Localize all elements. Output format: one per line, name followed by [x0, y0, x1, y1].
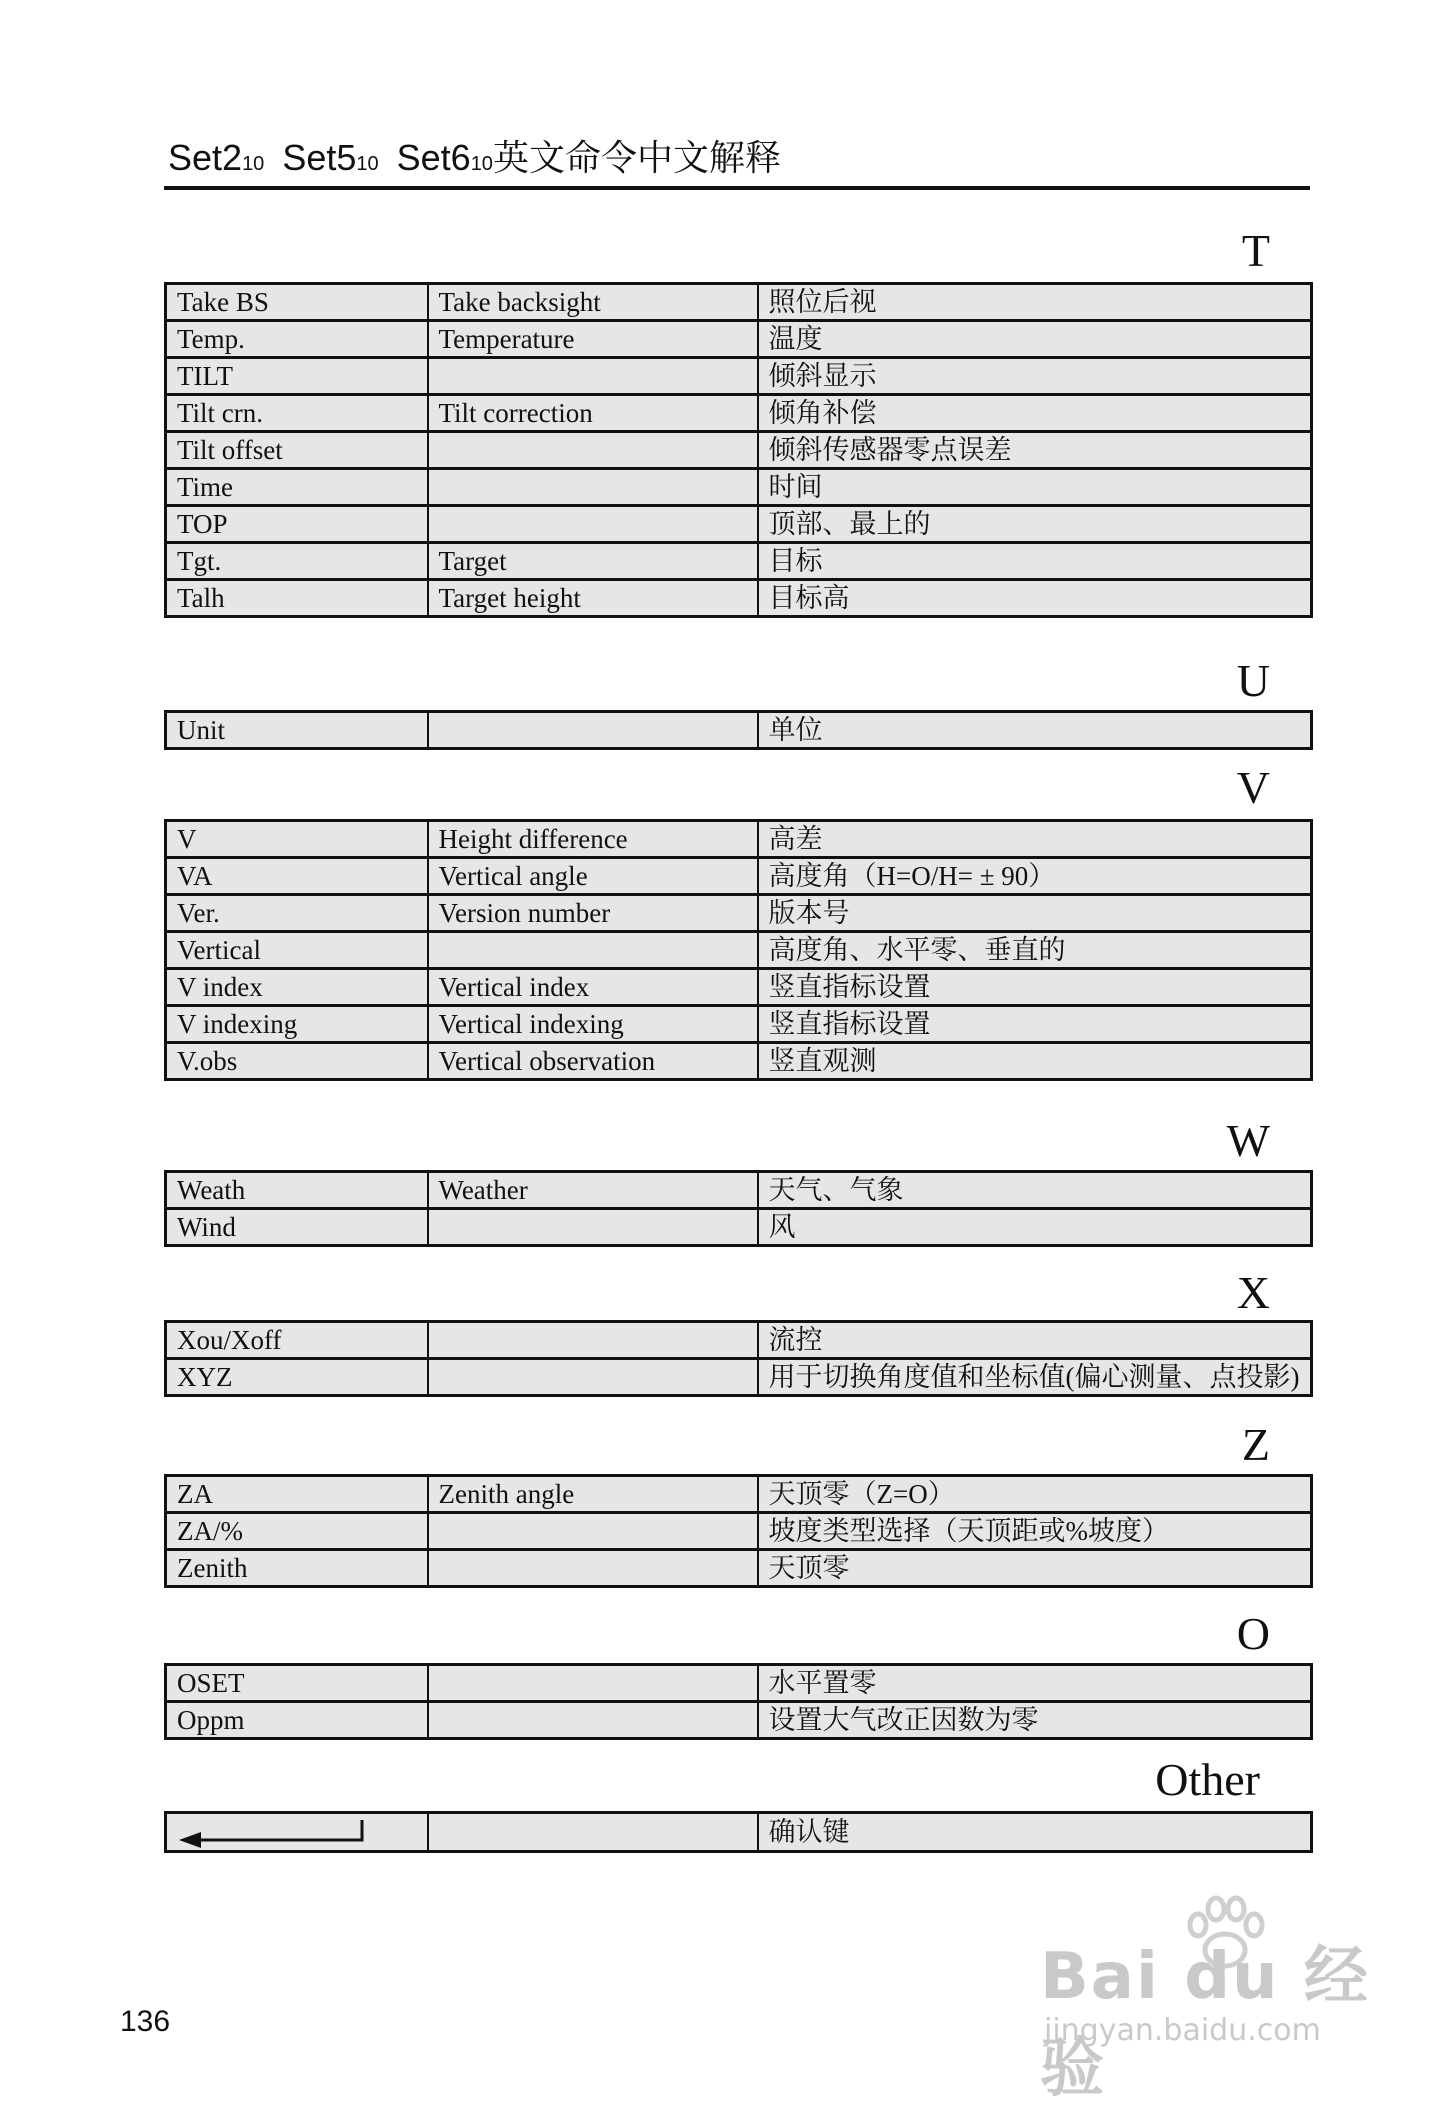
command-abbrev: Talh	[166, 580, 428, 617]
command-table	[164, 1663, 1313, 1740]
table-row	[166, 1043, 1312, 1080]
table-row	[166, 1006, 1312, 1043]
section-letter: T	[1241, 225, 1270, 276]
command-english: Tilt correction	[428, 395, 758, 432]
table-row	[166, 543, 1312, 580]
header-rule	[164, 186, 1310, 190]
command-chinese: 高度角（H=O/H= ± 90）	[758, 858, 1312, 895]
section-letter: Other	[1155, 1754, 1260, 1805]
command-english: Vertical observation	[428, 1043, 758, 1080]
command-english	[428, 469, 758, 506]
command-english: Target height	[428, 580, 758, 617]
command-chinese: 确认键	[758, 1813, 1312, 1852]
command-abbrev: V	[177, 824, 197, 854]
command-abbrev: Vertical	[166, 932, 428, 969]
command-chinese: 坡度类型选择（天顶距或%坡度）	[758, 1513, 1312, 1550]
command-english	[428, 1209, 758, 1246]
command-abbrev: Zenith	[166, 1550, 428, 1587]
command-english	[428, 1359, 758, 1396]
command-english	[428, 1513, 758, 1550]
command-english	[428, 1550, 758, 1587]
command-chinese: 天气、气象	[758, 1172, 1312, 1209]
table-row	[166, 1702, 1312, 1739]
command-chinese: 设置大气改正因数为零	[758, 1702, 1312, 1739]
table-row	[166, 469, 1312, 506]
command-english: Version number	[428, 895, 758, 932]
command-table	[164, 282, 1313, 618]
command-chinese: 高差	[758, 821, 1312, 858]
command-abbrev: TOP	[166, 506, 428, 543]
command-chinese: 竖直观测	[758, 1043, 1312, 1080]
command-english	[428, 432, 758, 469]
page-number: 136	[120, 2005, 171, 2038]
table-row	[166, 580, 1312, 617]
command-english: Vertical indexing	[428, 1006, 758, 1043]
command-english: Temperature	[428, 321, 758, 358]
command-english: Vertical angle	[428, 858, 758, 895]
command-english	[428, 1322, 758, 1359]
command-abbrev: OSET	[177, 1668, 245, 1698]
page-header	[168, 130, 1308, 181]
command-table	[164, 819, 1313, 1081]
command-abbrev: Oppm	[166, 1702, 428, 1739]
command-abbrev: Tgt.	[166, 543, 428, 580]
command-chinese: 顶部、最上的	[758, 506, 1312, 543]
command-english: Vertical index	[428, 969, 758, 1006]
command-chinese: 目标	[758, 543, 1312, 580]
command-chinese: 竖直指标设置	[758, 1006, 1312, 1043]
command-english	[428, 712, 758, 749]
table-row	[166, 1476, 1312, 1513]
command-english: Take backsight	[428, 284, 758, 321]
table-row	[166, 358, 1312, 395]
section-letter: V	[1236, 762, 1270, 813]
command-chinese: 流控	[758, 1322, 1312, 1359]
command-abbrev: Xou/Xoff	[177, 1325, 282, 1355]
command-abbrev: V index	[166, 969, 428, 1006]
table-row	[166, 895, 1312, 932]
command-english	[428, 1813, 758, 1852]
section-letter: O	[1236, 1608, 1270, 1659]
command-chinese: 天顶零（Z=O）	[758, 1476, 1312, 1513]
command-table	[164, 1811, 1313, 1853]
command-table	[164, 710, 1313, 750]
model-set5: Set510	[282, 137, 379, 178]
command-abbrev: Wind	[166, 1209, 428, 1246]
table-row	[166, 1359, 1312, 1396]
command-abbrev: Temp.	[166, 321, 428, 358]
command-english	[428, 932, 758, 969]
table-row	[166, 858, 1312, 895]
command-abbrev: ZA/%	[166, 1513, 428, 1550]
table-row	[166, 821, 1312, 858]
command-chinese: 时间	[758, 469, 1312, 506]
command-abbrev	[166, 1813, 428, 1852]
watermark	[1040, 1895, 1380, 2106]
command-chinese: 目标高	[758, 580, 1312, 617]
command-english: Target	[428, 543, 758, 580]
table-row	[166, 284, 1312, 321]
command-chinese: 天顶零	[758, 1550, 1312, 1587]
header-title: 英文命令中文解释	[492, 137, 781, 178]
enter-key-icon	[177, 1818, 367, 1850]
command-english: Zenith angle	[428, 1476, 758, 1513]
command-chinese: 版本号	[758, 895, 1312, 932]
command-chinese: 倾斜显示	[758, 358, 1312, 395]
command-table	[164, 1320, 1313, 1397]
table-row	[166, 321, 1312, 358]
command-chinese: 水平置零	[758, 1665, 1312, 1702]
model-set6: Set610	[396, 137, 493, 178]
model-set2: Set210	[168, 137, 265, 178]
table-row	[166, 1550, 1312, 1587]
command-abbrev: V indexing	[166, 1006, 428, 1043]
command-abbrev: Take BS	[177, 287, 269, 317]
table-row	[166, 1513, 1312, 1550]
section-letter: U	[1236, 655, 1270, 706]
command-chinese: 高度角、水平零、垂直的	[758, 932, 1312, 969]
command-abbrev: Weath	[177, 1175, 246, 1205]
command-chinese: 用于切换角度值和坐标值(偏心测量、点投影)	[758, 1359, 1312, 1396]
command-table	[164, 1170, 1313, 1247]
table-row	[166, 506, 1312, 543]
command-abbrev: ZA	[177, 1479, 213, 1509]
command-abbrev: TILT	[166, 358, 428, 395]
command-chinese: 倾斜传感器零点误差	[758, 432, 1312, 469]
command-table	[164, 1474, 1313, 1588]
command-english	[428, 358, 758, 395]
table-row	[166, 932, 1312, 969]
command-abbrev: Time	[166, 469, 428, 506]
table-row	[166, 1322, 1312, 1359]
section-letter: X	[1236, 1267, 1270, 1318]
command-abbrev: Tilt offset	[166, 432, 428, 469]
command-abbrev: Unit	[177, 715, 226, 745]
table-row	[166, 395, 1312, 432]
command-abbrev: VA	[166, 858, 428, 895]
table-row	[166, 969, 1312, 1006]
table-row	[166, 1209, 1312, 1246]
command-chinese: 照位后视	[758, 284, 1312, 321]
table-row	[166, 1813, 1312, 1852]
watermark-brand: Bai du 经验	[1040, 1940, 1370, 2106]
command-chinese: 倾角补偿	[758, 395, 1312, 432]
command-english	[428, 1665, 758, 1702]
command-chinese: 温度	[758, 321, 1312, 358]
command-abbrev: Ver.	[166, 895, 428, 932]
table-row	[166, 1172, 1312, 1209]
table-row	[166, 1665, 1312, 1702]
command-abbrev: XYZ	[166, 1359, 428, 1396]
command-english	[428, 506, 758, 543]
command-chinese: 竖直指标设置	[758, 969, 1312, 1006]
watermark-url: jingyan.baidu.com	[1044, 2013, 1321, 2048]
table-row	[166, 432, 1312, 469]
command-english: Height difference	[428, 821, 758, 858]
table-row	[166, 712, 1312, 749]
command-abbrev: Tilt crn.	[166, 395, 428, 432]
command-chinese: 风	[758, 1209, 1312, 1246]
command-english	[428, 1702, 758, 1739]
command-english: Weather	[428, 1172, 758, 1209]
command-abbrev: V.obs	[166, 1043, 428, 1080]
command-chinese: 单位	[758, 712, 1312, 749]
section-letter: W	[1226, 1115, 1270, 1166]
section-letter: Z	[1241, 1419, 1270, 1470]
